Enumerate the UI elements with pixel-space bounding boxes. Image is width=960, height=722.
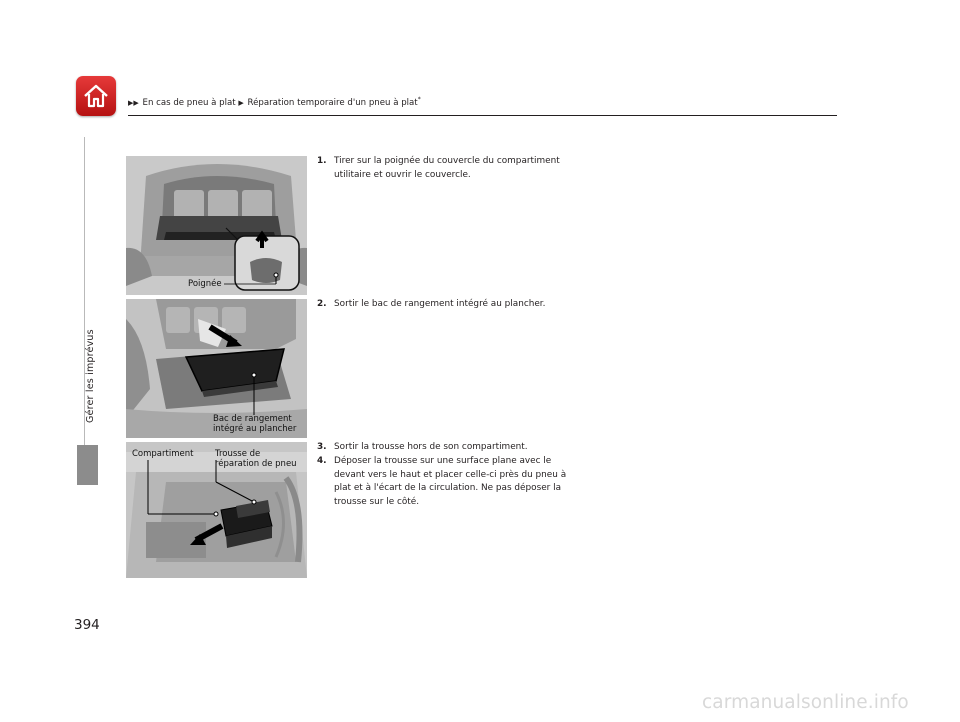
step-text: Sortir la trousse hors de son compartiment.	[334, 442, 528, 452]
step-2	[317, 298, 577, 312]
breadcrumb-link-temp-repair[interactable]: Réparation temporaire d'un pneu à plat	[247, 97, 418, 108]
figure-floor-tray	[126, 299, 307, 438]
cargo-area-illustration	[126, 156, 307, 295]
triangle-right-icon: ▶▶	[128, 98, 139, 107]
step-4	[317, 455, 567, 509]
section-label: Gérer les imprévus	[85, 329, 96, 423]
step-text: Sortir le bac de rangement intégré au plancher.	[334, 299, 546, 309]
figure-cargo-lid-handle	[126, 156, 307, 295]
header-rule	[128, 115, 837, 116]
page-number: 394	[74, 617, 100, 633]
step-number: 3.	[317, 442, 327, 452]
triangle-right-icon: ▶	[238, 98, 244, 107]
section-tab[interactable]	[77, 445, 98, 485]
watermark: carmanualsonline.info	[702, 692, 909, 713]
callout-floor-tray-line1: Bac de rangement	[213, 414, 292, 424]
callout-compartment: Compartiment	[132, 449, 194, 459]
step-text: Tirer sur la poignée du couvercle du compartiment utilitaire et ouvrir le couvercle.	[334, 156, 560, 180]
breadcrumb-link-flat-tire[interactable]: En cas de pneu à plat	[142, 97, 236, 108]
callout-repair-kit-line2: réparation de pneu	[215, 459, 297, 469]
home-icon	[82, 82, 110, 110]
step-number: 4.	[317, 456, 327, 466]
step-number: 1.	[317, 156, 327, 166]
step-1	[317, 155, 577, 182]
home-button[interactable]	[76, 76, 116, 116]
callout-repair-kit-line1: Trousse de	[215, 449, 261, 459]
figure-repair-kit	[126, 442, 307, 578]
callout-floor-tray-line2: intégré au plancher	[213, 424, 297, 434]
breadcrumb	[128, 96, 421, 108]
step-number: 2.	[317, 299, 327, 309]
step-3	[317, 441, 577, 455]
callout-handle: Poignée	[188, 279, 222, 289]
footnote-mark: *	[417, 96, 421, 103]
step-text: Déposer la trousse sur une surface plane avec le devant vers le haut et placer celle-ci près du pneu à plat et à l'écart de la circulation. Ne pas déposer la trousse sur le côté.	[334, 456, 567, 507]
